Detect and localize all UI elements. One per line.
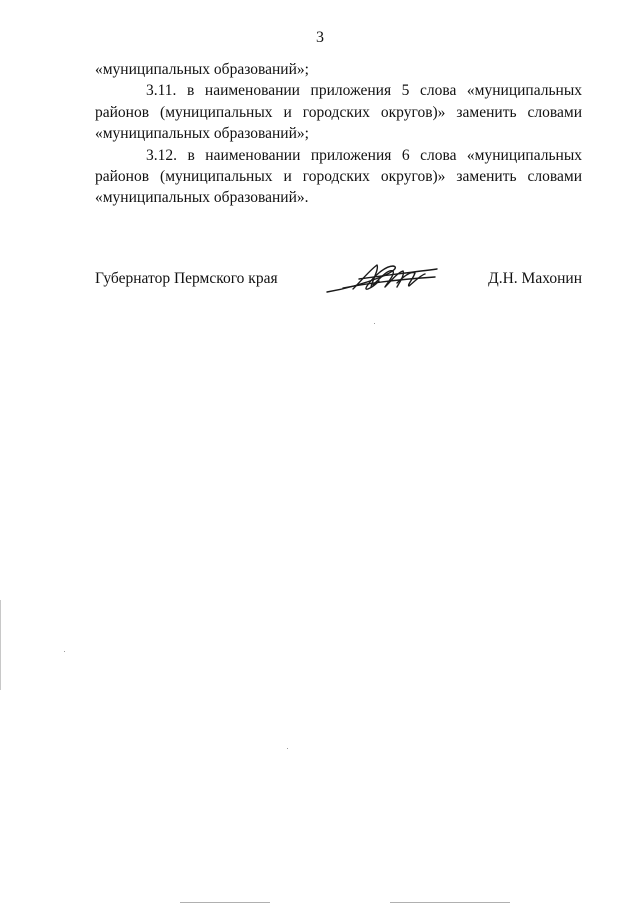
scan-edge	[0, 600, 1, 690]
body-line: «муниципальных образований»;	[95, 125, 309, 143]
signature-block	[95, 270, 582, 300]
body-line: районов (муниципальных и городских округов)» заменить словами	[95, 103, 582, 121]
handwritten-signature	[323, 259, 443, 299]
body-line-clause-3-12: 3.12. в наименовании приложения 6 слова «муниципальных	[146, 146, 582, 164]
scan-edge	[390, 902, 510, 903]
signatory-title: Губернатор Пермского края	[95, 270, 278, 287]
signatory-name: Д.Н. Махонин	[488, 270, 582, 287]
body-line-clause-3-11: 3.11. в наименовании приложения 5 слова «муниципальных	[146, 82, 582, 100]
scan-edge	[180, 902, 270, 903]
scan-speck	[64, 651, 65, 652]
scan-speck	[287, 748, 288, 749]
body-line: «муниципальных образований»;	[95, 61, 309, 78]
body-line: районов (муниципальных и городских округов)» заменить словами	[95, 168, 582, 186]
scan-speck	[374, 323, 375, 324]
page-number: 3	[316, 29, 324, 46]
body-line: «муниципальных образований».	[95, 189, 309, 207]
document-body	[95, 59, 582, 209]
